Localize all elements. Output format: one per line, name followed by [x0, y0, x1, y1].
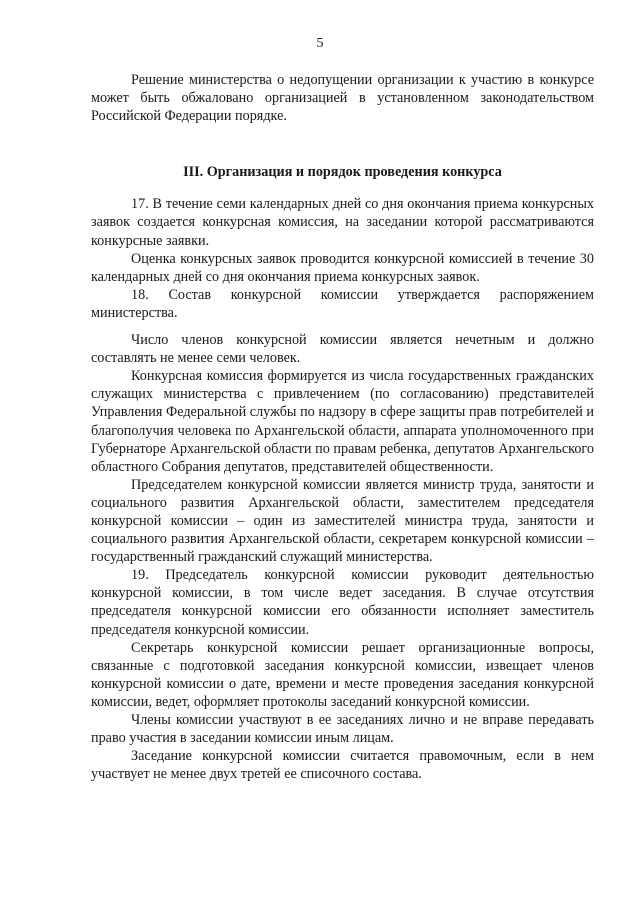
paragraph-gap [91, 322, 594, 331]
section-heading: III. Организация и порядок проведения конкурса [183, 164, 502, 181]
paragraph-member-count: Число членов конкурсной комиссии является нечетным и должно составлять не менее семи человек. [91, 332, 594, 367]
intro-paragraph: Решение министерства о недопущении организации к участию в конкурсе может быть обжаловано организацией в установленном законодательством Российской Федерации порядке. [91, 72, 594, 125]
paragraph-composition: Конкурсная комиссия формируется из числа государственных гражданских служащих министерства с привлечением (по согласованию) представителей Управления Федеральной службы по надзору в сфере защиты прав потребителей и благополучия человека по Архангельской области, аппарата уполномоченного при Губернаторе Архангельской области по правам ребенка, депутатов Архангельского областного Собрания депутатов, представителей общественности. [91, 368, 594, 475]
paragraph-evaluation: Оценка конкурсных заявок проводится конкурсной комиссией в течение 30 календарных дней со дня окончания приема конкурсных заявок. [91, 250, 594, 285]
paragraph-chairman: Председателем конкурсной комиссии является министр труда, занятости и социального развития Архангельской области, заместителем председателя конкурсной комиссии – один из заместителей министра труда, занятости и социального развития Архангельской области, секретарем конкурсной комиссии – государственный гражданский служащий министерства. [91, 476, 594, 566]
paragraph-quorum: Заседание конкурсной комиссии считается правомочным, если в нем участвует не менее двух третей ее списочного состава. [91, 748, 594, 783]
paragraph-members-participation: Члены комиссии участвуют в ее заседаниях лично и не вправе передавать право участия в заседании комиссии иным лицам. [91, 712, 594, 747]
paragraph-17: 17. В течение семи календарных дней со дня окончания приема конкурсных заявок создается конкурсная комиссия, на заседании которой рассматриваются конкурсные заявки. [91, 196, 594, 249]
paragraph-19: 19. Председатель конкурсной комиссии руководит деятельностью конкурсной комиссии, в том числе ведет заседания. В случае отсутствия председателя конкурсной комиссии его обязанности исполняет заместитель председателя конкурсной комиссии. [91, 567, 594, 638]
paragraph-secretary: Секретарь конкурсной комиссии решает организационные вопросы, связанные с подготовкой заседания конкурсной комиссии, извещает членов конкурсной комиссии о дате, времени и месте проведения заседания конкурсной комиссии, ведет, оформляет протоколы заседаний конкурсной комиссии. [91, 639, 594, 710]
page-number: 5 [316, 36, 324, 51]
document-body [91, 71, 594, 783]
paragraph-18: 18. Состав конкурсной комиссии утверждается распоряжением министерства. [91, 286, 594, 321]
